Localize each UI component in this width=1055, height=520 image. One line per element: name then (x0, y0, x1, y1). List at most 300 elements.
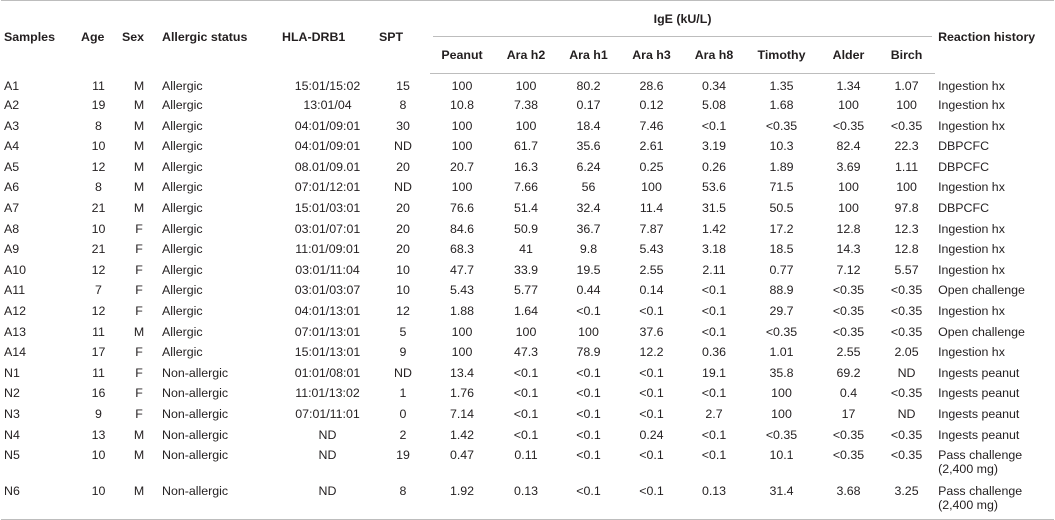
cell-ara-h1: <0.1 (576, 448, 601, 463)
col-header-ige-ara-h8: Ara h8 (684, 37, 744, 74)
table-row (1, 282, 1054, 303)
cell-spt: ND (394, 139, 412, 154)
col-header-ige-timothy: Timothy (744, 37, 819, 74)
cell-ara-h8: 53.6 (701, 180, 727, 195)
cell-birch: 5.57 (894, 262, 919, 277)
cell-birch: 2.05 (894, 345, 919, 360)
cell-ara-h8: <0.1 (701, 118, 727, 133)
cell-hla: 01:01/08:01 (294, 365, 361, 380)
cell-ara-h3: 0.14 (639, 283, 664, 298)
cell-ara-h3: 11.4 (639, 200, 664, 215)
cell-ara-h1: 56 (581, 180, 596, 195)
cell-age: 10 (91, 139, 106, 154)
cell-sample: A5 (4, 159, 20, 174)
cell-ara-h2: <0.1 (513, 427, 539, 442)
cell-sex: M (133, 159, 145, 174)
cell-hla: ND (279, 483, 376, 520)
cell-ara-h8: <0.1 (701, 386, 727, 401)
cell-spt: ND (394, 365, 412, 380)
cell-ara-h2: 47.3 (513, 345, 539, 360)
cell-peanut: 100 (451, 79, 473, 93)
cell-peanut: 100 (451, 180, 473, 195)
cell-ara-h3: 12.2 (639, 345, 664, 360)
cell-timothy: 35.8 (769, 365, 794, 380)
cell-ara-h1: <0.1 (576, 427, 601, 442)
table-row (1, 406, 1054, 427)
cell-reaction: DBPCFC (938, 200, 990, 215)
cell-birch: <0.35 (890, 303, 923, 318)
col-header-sex: Sex (122, 30, 145, 45)
cell-hla: 07:01/11:01 (295, 406, 360, 421)
cell-age: 12 (91, 262, 106, 277)
cell-age: 13 (91, 427, 106, 442)
cell-ara-h1: 36.7 (576, 221, 601, 236)
cell-sample: A1 (4, 78, 20, 93)
cell-sex: F (135, 406, 143, 421)
cell-hla: 15:01/15:02 (294, 78, 361, 93)
cell-ara-h2: <0.1 (513, 386, 539, 401)
cell-ara-h8: 3.19 (701, 139, 727, 154)
table-row (1, 200, 1054, 221)
cell-alder: <0.35 (832, 283, 865, 298)
cell-sex: F (135, 221, 143, 236)
cell-allergic-status: Allergic (162, 303, 203, 318)
cell-reaction: Ingestion hx (938, 345, 1005, 360)
col-header-hla: HLA-DRB1 (282, 30, 346, 45)
cell-hla: 07:01/12:01 (294, 180, 361, 195)
cell-reaction: DBPCFC (938, 159, 990, 174)
cell-ara-h3: <0.1 (639, 448, 664, 463)
cell-ara-h8: <0.1 (701, 303, 727, 318)
cell-ara-h8: <0.1 (701, 448, 727, 463)
cell-ara-h1: <0.1 (576, 386, 601, 401)
cell-reaction: Ingestion hx (938, 242, 1005, 257)
cell-reaction: Ingests peanut (938, 386, 1020, 401)
cell-allergic-status: Allergic (162, 345, 203, 360)
cell-ara-h1: <0.1 (558, 483, 619, 520)
cell-age: 10 (91, 221, 106, 236)
cell-ara-h8: 3.18 (701, 242, 727, 257)
cell-sex: M (133, 78, 145, 93)
cell-allergic-status: Allergic (162, 78, 203, 93)
cell-peanut: 47.7 (449, 262, 475, 277)
cell-ara-h1: 80.2 (576, 79, 601, 93)
cell-ara-h2: 0.11 (514, 448, 538, 463)
cell-alder: 100 (838, 200, 859, 215)
col-header-reaction: Reaction history (938, 30, 1036, 45)
cell-spt: 10 (396, 283, 410, 298)
cell-birch: ND (897, 406, 916, 421)
cell-sample: A14 (4, 345, 27, 360)
col-header-ige-group (430, 1, 935, 38)
cell-alder: 100 (838, 98, 859, 112)
cell-spt: 1 (399, 386, 407, 401)
cell-ara-h3: 100 (641, 180, 662, 195)
cell-sex: M (133, 200, 145, 215)
cell-alder: <0.35 (832, 427, 865, 442)
cell-spt: 20 (396, 242, 410, 257)
cell-ara-h1: 35.6 (576, 139, 601, 154)
cell-reaction: Open challenge (938, 324, 1025, 339)
cell-sample: A12 (4, 303, 27, 318)
cell-ara-h3: 37.6 (639, 324, 664, 339)
data-table (1, 0, 1054, 520)
cell-timothy: 1.35 (769, 79, 794, 93)
cell-alder: <0.35 (832, 303, 865, 318)
cell-alder: 0.4 (839, 386, 858, 401)
cell-ara-h8: <0.1 (701, 427, 727, 442)
col-header-ige-ara-h2: Ara h2 (494, 37, 558, 74)
cell-ara-h3: 2.55 (639, 262, 664, 277)
cell-sex: F (135, 283, 143, 298)
cell-sex: M (119, 483, 159, 520)
cell-sex: M (133, 324, 145, 339)
cell-spt: ND (394, 180, 412, 195)
col-header-ige-ara-h3: Ara h3 (619, 37, 684, 74)
cell-allergic-status: Non-allergic (162, 365, 229, 380)
cell-sex: M (133, 180, 145, 195)
cell-ara-h8: 0.13 (684, 483, 744, 520)
cell-birch: 100 (896, 180, 917, 195)
cell-age: 10 (91, 448, 106, 463)
cell-age: 9 (95, 406, 102, 421)
cell-spt: 8 (376, 483, 430, 520)
cell-peanut: 1.42 (449, 427, 475, 442)
cell-timothy: 31.4 (744, 483, 819, 520)
cell-sex: F (135, 386, 143, 401)
cell-hla: 04:01/09:01 (294, 139, 361, 154)
cell-timothy: 1.89 (769, 159, 794, 174)
cell-alder: 69.2 (836, 365, 861, 380)
cell-spt: 20 (396, 159, 410, 174)
cell-allergic-status: Non-allergic (159, 483, 279, 520)
table-row (1, 241, 1054, 262)
cell-sex: M (133, 118, 145, 133)
table-row (1, 447, 1054, 483)
cell-birch: 12.8 (894, 242, 919, 257)
cell-age: 12 (91, 159, 106, 174)
cell-allergic-status: Allergic (162, 262, 203, 277)
cell-alder: 3.69 (836, 159, 861, 174)
cell-reaction: Ingests peanut (938, 365, 1020, 380)
cell-alder: 2.55 (836, 345, 861, 360)
cell-hla: 11:01/09:01 (295, 242, 360, 257)
cell-sample: A3 (4, 118, 20, 133)
cell-allergic-status: Allergic (162, 180, 203, 195)
cell-reaction: Ingestion hx (938, 98, 1005, 112)
cell-timothy: 10.3 (769, 139, 794, 154)
table-row (1, 159, 1054, 180)
table-row (1, 303, 1054, 324)
cell-hla: ND (318, 427, 337, 442)
cell-alder: <0.35 (832, 448, 865, 463)
cell-ara-h3: 5.43 (639, 242, 664, 257)
cell-ara-h8: 2.7 (705, 406, 723, 421)
cell-birch: <0.35 (890, 118, 923, 133)
cell-ara-h3: <0.1 (639, 386, 664, 401)
cell-peanut: 1.76 (449, 386, 475, 401)
cell-ara-h1: 18.4 (576, 118, 601, 133)
cell-peanut: 100 (451, 118, 473, 133)
cell-timothy: 88.9 (769, 283, 794, 298)
table-row (1, 138, 1054, 159)
cell-reaction: DBPCFC (938, 139, 990, 154)
cell-allergic-status: Allergic (162, 283, 203, 298)
cell-alder: 7.12 (836, 262, 861, 277)
cell-sample: N1 (4, 365, 20, 380)
cell-ara-h8: <0.1 (701, 324, 727, 339)
cell-sample: N3 (4, 406, 20, 421)
cell-birch: 1.11 (894, 159, 919, 174)
cell-ara-h1: <0.1 (576, 303, 601, 318)
cell-peanut: 100 (451, 345, 473, 360)
cell-spt: 19 (396, 448, 410, 463)
cell-sample: A13 (4, 324, 27, 339)
cell-age: 11 (92, 365, 105, 380)
cell-peanut: 84.6 (449, 221, 475, 236)
cell-hla: 03:01/03:07 (294, 283, 361, 298)
cell-ara-h3: 0.24 (639, 427, 664, 442)
cell-ara-h1: 19.5 (576, 262, 601, 277)
cell-reaction: Pass challenge (2,400 mg) (935, 483, 1054, 520)
cell-timothy: 71.5 (769, 180, 794, 195)
cell-timothy: 100 (771, 406, 792, 421)
cell-ara-h8: 0.34 (701, 79, 727, 93)
cell-birch: <0.35 (890, 427, 923, 442)
table-body (1, 74, 1054, 520)
cell-hla: 08.01/09.01 (294, 159, 361, 174)
cell-allergic-status: Allergic (162, 242, 203, 257)
cell-peanut: 100 (451, 139, 473, 154)
cell-age: 8 (95, 118, 102, 133)
cell-birch: 3.25 (878, 483, 935, 520)
cell-age: 10 (78, 483, 119, 520)
cell-peanut: 10.8 (449, 98, 475, 112)
table-row (1, 97, 1054, 118)
cell-sex: F (135, 262, 143, 277)
cell-reaction: Ingestion hx (938, 78, 1005, 93)
cell-spt: 9 (399, 345, 407, 360)
table-row (1, 365, 1054, 386)
cell-ara-h3: 7.46 (639, 118, 664, 133)
cell-peanut: 76.6 (449, 200, 475, 215)
cell-reaction: Ingestion hx (938, 221, 1005, 236)
cell-sample: A2 (4, 98, 20, 112)
cell-ara-h2: 7.66 (513, 180, 539, 195)
cell-ara-h1: 9.8 (579, 242, 598, 257)
cell-hla: 15:01/13:01 (294, 345, 361, 360)
cell-birch: <0.35 (890, 283, 923, 298)
cell-spt: 20 (396, 221, 410, 236)
col-header-ige-alder: Alder (819, 37, 878, 74)
cell-alder: 3.68 (819, 483, 878, 520)
cell-ara-h3: 7.87 (639, 221, 664, 236)
cell-age: 11 (92, 78, 105, 93)
cell-hla: 03:01/11:04 (295, 262, 360, 277)
cell-sex: M (133, 98, 145, 112)
ige-group-label: IgE (kU/L) (433, 12, 932, 37)
cell-ara-h1: <0.1 (576, 406, 601, 421)
cell-timothy: 1.01 (769, 345, 794, 360)
cell-hla: 03:01/07:01 (294, 221, 361, 236)
cell-timothy: <0.35 (765, 427, 798, 442)
cell-sex: F (135, 303, 143, 318)
cell-birch: <0.35 (890, 448, 923, 463)
cell-ara-h1: 6.24 (576, 159, 601, 174)
cell-ara-h8: 0.26 (701, 159, 727, 174)
cell-spt: 0 (399, 406, 407, 421)
cell-alder: 100 (838, 180, 859, 195)
cell-timothy: 100 (771, 386, 792, 401)
col-header-samples: Samples (4, 30, 55, 45)
cell-spt: 15 (396, 78, 410, 93)
cell-birch: <0.35 (890, 324, 923, 339)
table-row (1, 483, 1054, 520)
cell-ara-h8: 0.36 (701, 345, 727, 360)
cell-ara-h2: 7.38 (513, 98, 539, 112)
cell-age: 21 (91, 200, 106, 215)
cell-hla: 04:01/13:01 (294, 303, 361, 318)
cell-ara-h2: 100 (515, 79, 537, 93)
cell-sex: F (135, 365, 143, 380)
col-header-spt: SPT (379, 30, 404, 45)
cell-alder: 1.34 (836, 79, 861, 93)
cell-ara-h8: 2.11 (702, 262, 726, 277)
cell-hla: 13:01/04 (303, 98, 352, 112)
cell-allergic-status: Allergic (162, 118, 203, 133)
cell-ara-h8: 1.42 (701, 221, 727, 236)
col-header-ige-birch: Birch (878, 37, 935, 74)
cell-ara-h1: 32.4 (576, 200, 601, 215)
cell-allergic-status: Allergic (162, 159, 203, 174)
cell-ara-h8: 19.1 (701, 365, 727, 380)
cell-allergic-status: Non-allergic (162, 427, 229, 442)
cell-ara-h2: <0.1 (513, 406, 539, 421)
cell-sex: M (133, 139, 145, 154)
cell-ara-h2: 50.9 (513, 221, 539, 236)
cell-timothy: 0.77 (769, 262, 794, 277)
cell-peanut: 1.88 (449, 303, 475, 318)
cell-allergic-status: Allergic (162, 200, 203, 215)
cell-timothy: 18.5 (769, 242, 794, 257)
cell-sample: A4 (4, 139, 20, 154)
table-row (1, 179, 1054, 200)
col-header-ige-ara-h1: Ara h1 (558, 37, 619, 74)
cell-ara-h2: 33.9 (513, 262, 539, 277)
cell-ara-h1: 0.44 (576, 283, 601, 298)
cell-age: 12 (91, 303, 106, 318)
cell-spt: 10 (396, 262, 410, 277)
cell-ara-h3: <0.1 (639, 303, 664, 318)
cell-ara-h3: 0.12 (639, 98, 664, 112)
cell-ara-h1: 0.17 (576, 98, 601, 112)
cell-ara-h3: <0.1 (619, 483, 684, 520)
table-row (1, 262, 1054, 283)
cell-ara-h2: <0.1 (513, 365, 539, 380)
col-header-ige-peanut: Peanut (430, 37, 494, 74)
cell-reaction: Ingests peanut (938, 406, 1020, 421)
cell-ara-h1: 78.9 (576, 345, 601, 360)
cell-reaction: Ingests peanut (938, 427, 1020, 442)
cell-ara-h3: 28.6 (639, 79, 664, 93)
cell-spt: 2 (399, 427, 407, 442)
cell-sample: A7 (4, 200, 20, 215)
cell-allergic-status: Non-allergic (162, 386, 229, 401)
cell-ara-h2: 0.13 (494, 483, 558, 520)
cell-ara-h1: 100 (578, 324, 599, 339)
cell-peanut: 20.7 (449, 159, 475, 174)
cell-timothy: 50.5 (769, 200, 794, 215)
cell-sample: A6 (4, 180, 20, 195)
cell-age: 19 (91, 98, 106, 112)
cell-sex: M (133, 427, 145, 442)
cell-age: 17 (91, 345, 106, 360)
cell-allergic-status: Allergic (162, 139, 203, 154)
cell-peanut: 1.92 (430, 483, 494, 520)
cell-spt: 20 (396, 200, 410, 215)
cell-spt: 12 (396, 303, 410, 318)
cell-ara-h8: <0.1 (701, 283, 727, 298)
cell-peanut: 7.14 (449, 406, 475, 421)
cell-age: 7 (95, 283, 102, 298)
cell-allergic-status: Allergic (162, 98, 203, 112)
cell-hla: 15:01/03:01 (294, 200, 361, 215)
cell-reaction: Ingestion hx (938, 118, 1005, 133)
table-row (1, 118, 1054, 139)
cell-sample: A9 (4, 242, 20, 257)
cell-ara-h2: 5.77 (513, 283, 539, 298)
cell-peanut: 13.4 (449, 365, 475, 380)
cell-ara-h1: <0.1 (576, 365, 601, 380)
cell-age: 21 (91, 242, 106, 257)
table-row (1, 427, 1054, 448)
cell-sample: N4 (4, 427, 20, 442)
cell-alder: 12.8 (836, 221, 861, 236)
cell-alder: <0.35 (832, 324, 865, 339)
cell-reaction: Open challenge (938, 283, 1025, 298)
cell-allergic-status: Non-allergic (162, 406, 229, 421)
cell-sample: A11 (4, 283, 26, 298)
cell-birch: 97.8 (894, 200, 919, 215)
cell-timothy: 29.7 (769, 303, 794, 318)
header-row-top (1, 1, 1054, 38)
cell-reaction: Ingestion hx (938, 180, 1005, 195)
cell-ara-h2: 16.3 (513, 159, 539, 174)
cell-timothy: <0.35 (765, 324, 798, 339)
cell-birch: <0.35 (890, 386, 923, 401)
table-row (1, 385, 1054, 406)
cell-alder: 14.3 (836, 242, 861, 257)
cell-sample: N5 (4, 448, 20, 463)
cell-peanut: 68.3 (449, 242, 475, 257)
cell-age: 16 (91, 386, 106, 401)
cell-birch: 22.3 (894, 139, 919, 154)
cell-ara-h2: 41 (519, 242, 533, 257)
cell-birch: 100 (896, 98, 917, 112)
table-row (1, 324, 1054, 345)
cell-alder: <0.35 (832, 118, 865, 133)
cell-ara-h3: <0.1 (639, 365, 664, 380)
cell-sample: A10 (4, 262, 27, 277)
table-row (1, 74, 1054, 98)
cell-sex: M (133, 448, 145, 463)
cell-hla: 11:01/13:02 (295, 386, 360, 401)
cell-timothy: 1.68 (769, 98, 794, 112)
col-header-allergic-status: Allergic status (162, 30, 248, 45)
cell-peanut: 100 (451, 324, 473, 339)
table-row (1, 221, 1054, 242)
cell-peanut: 0.47 (449, 448, 475, 463)
